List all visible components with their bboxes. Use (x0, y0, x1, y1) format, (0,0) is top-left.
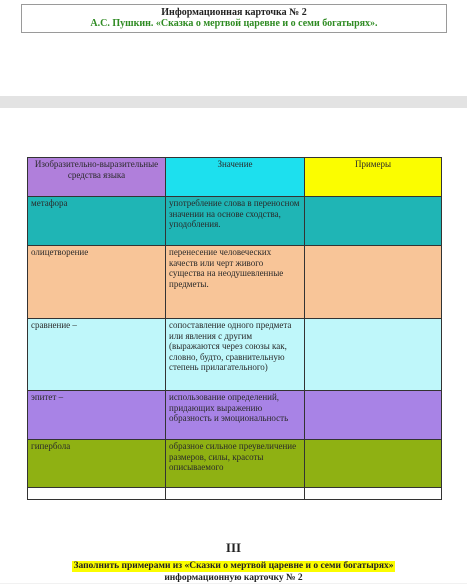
task-instruction-continued: информационную карточку № 2 (164, 573, 303, 583)
term-cell: гипербола (28, 440, 166, 488)
table-row-empty (28, 488, 442, 500)
table-row-hyperbole (28, 440, 442, 488)
term-cell (28, 488, 166, 500)
table-header-row (28, 158, 442, 197)
meaning-cell (166, 488, 305, 500)
example-cell[interactable] (305, 391, 442, 440)
task-instruction: Заполнить примерами из «Сказки о мертвой царевне и о семи богатырях» (73, 561, 394, 571)
table-row-personification (28, 246, 442, 319)
example-cell[interactable] (305, 488, 442, 500)
page-separator (0, 96, 467, 108)
meaning-cell: сопоставление одного предмета или явления с другим (выражаются через союзы как, словно, будто, сравнительную степень прилагательного) (166, 319, 305, 391)
meaning-cell: использование определений, придающих выражению образность и эмоциональность (166, 391, 305, 440)
table-row-comparison (28, 319, 442, 391)
term-cell: олицетворение (28, 246, 166, 319)
example-cell[interactable] (305, 319, 442, 391)
table-row-epithet (28, 391, 442, 440)
info-card-header (21, 4, 447, 33)
card-subtitle: А.С. Пушкин. «Сказка о мертвой царевне и о семи богатырях». (90, 18, 378, 29)
example-cell[interactable] (305, 197, 442, 246)
example-cell[interactable] (305, 440, 442, 488)
column-header-examples: Примеры (305, 158, 442, 197)
section-number: III (225, 540, 242, 555)
card-title: Информационная карточка № 2 (161, 7, 307, 18)
meaning-cell: употребление слова в переносном значении на основе сходства, уподобления. (166, 197, 305, 246)
term-cell: эпитет – (28, 391, 166, 440)
meaning-cell: перенесение человеческих качеств или черт живого существа на неодушевленные предметы. (166, 246, 305, 319)
example-cell[interactable] (305, 246, 442, 319)
column-header-devices: Изобразительно-выразительные средства языка (28, 158, 166, 197)
meaning-cell: образное сильное преувеличение размеров, силы, красоты описываемого (166, 440, 305, 488)
column-header-meaning: Значение (166, 158, 305, 197)
term-cell: сравнение – (28, 319, 166, 391)
term-cell: метафора (28, 197, 166, 246)
task-footer (0, 541, 467, 584)
table-row-metaphor (28, 197, 442, 246)
info-card-table (27, 157, 442, 500)
